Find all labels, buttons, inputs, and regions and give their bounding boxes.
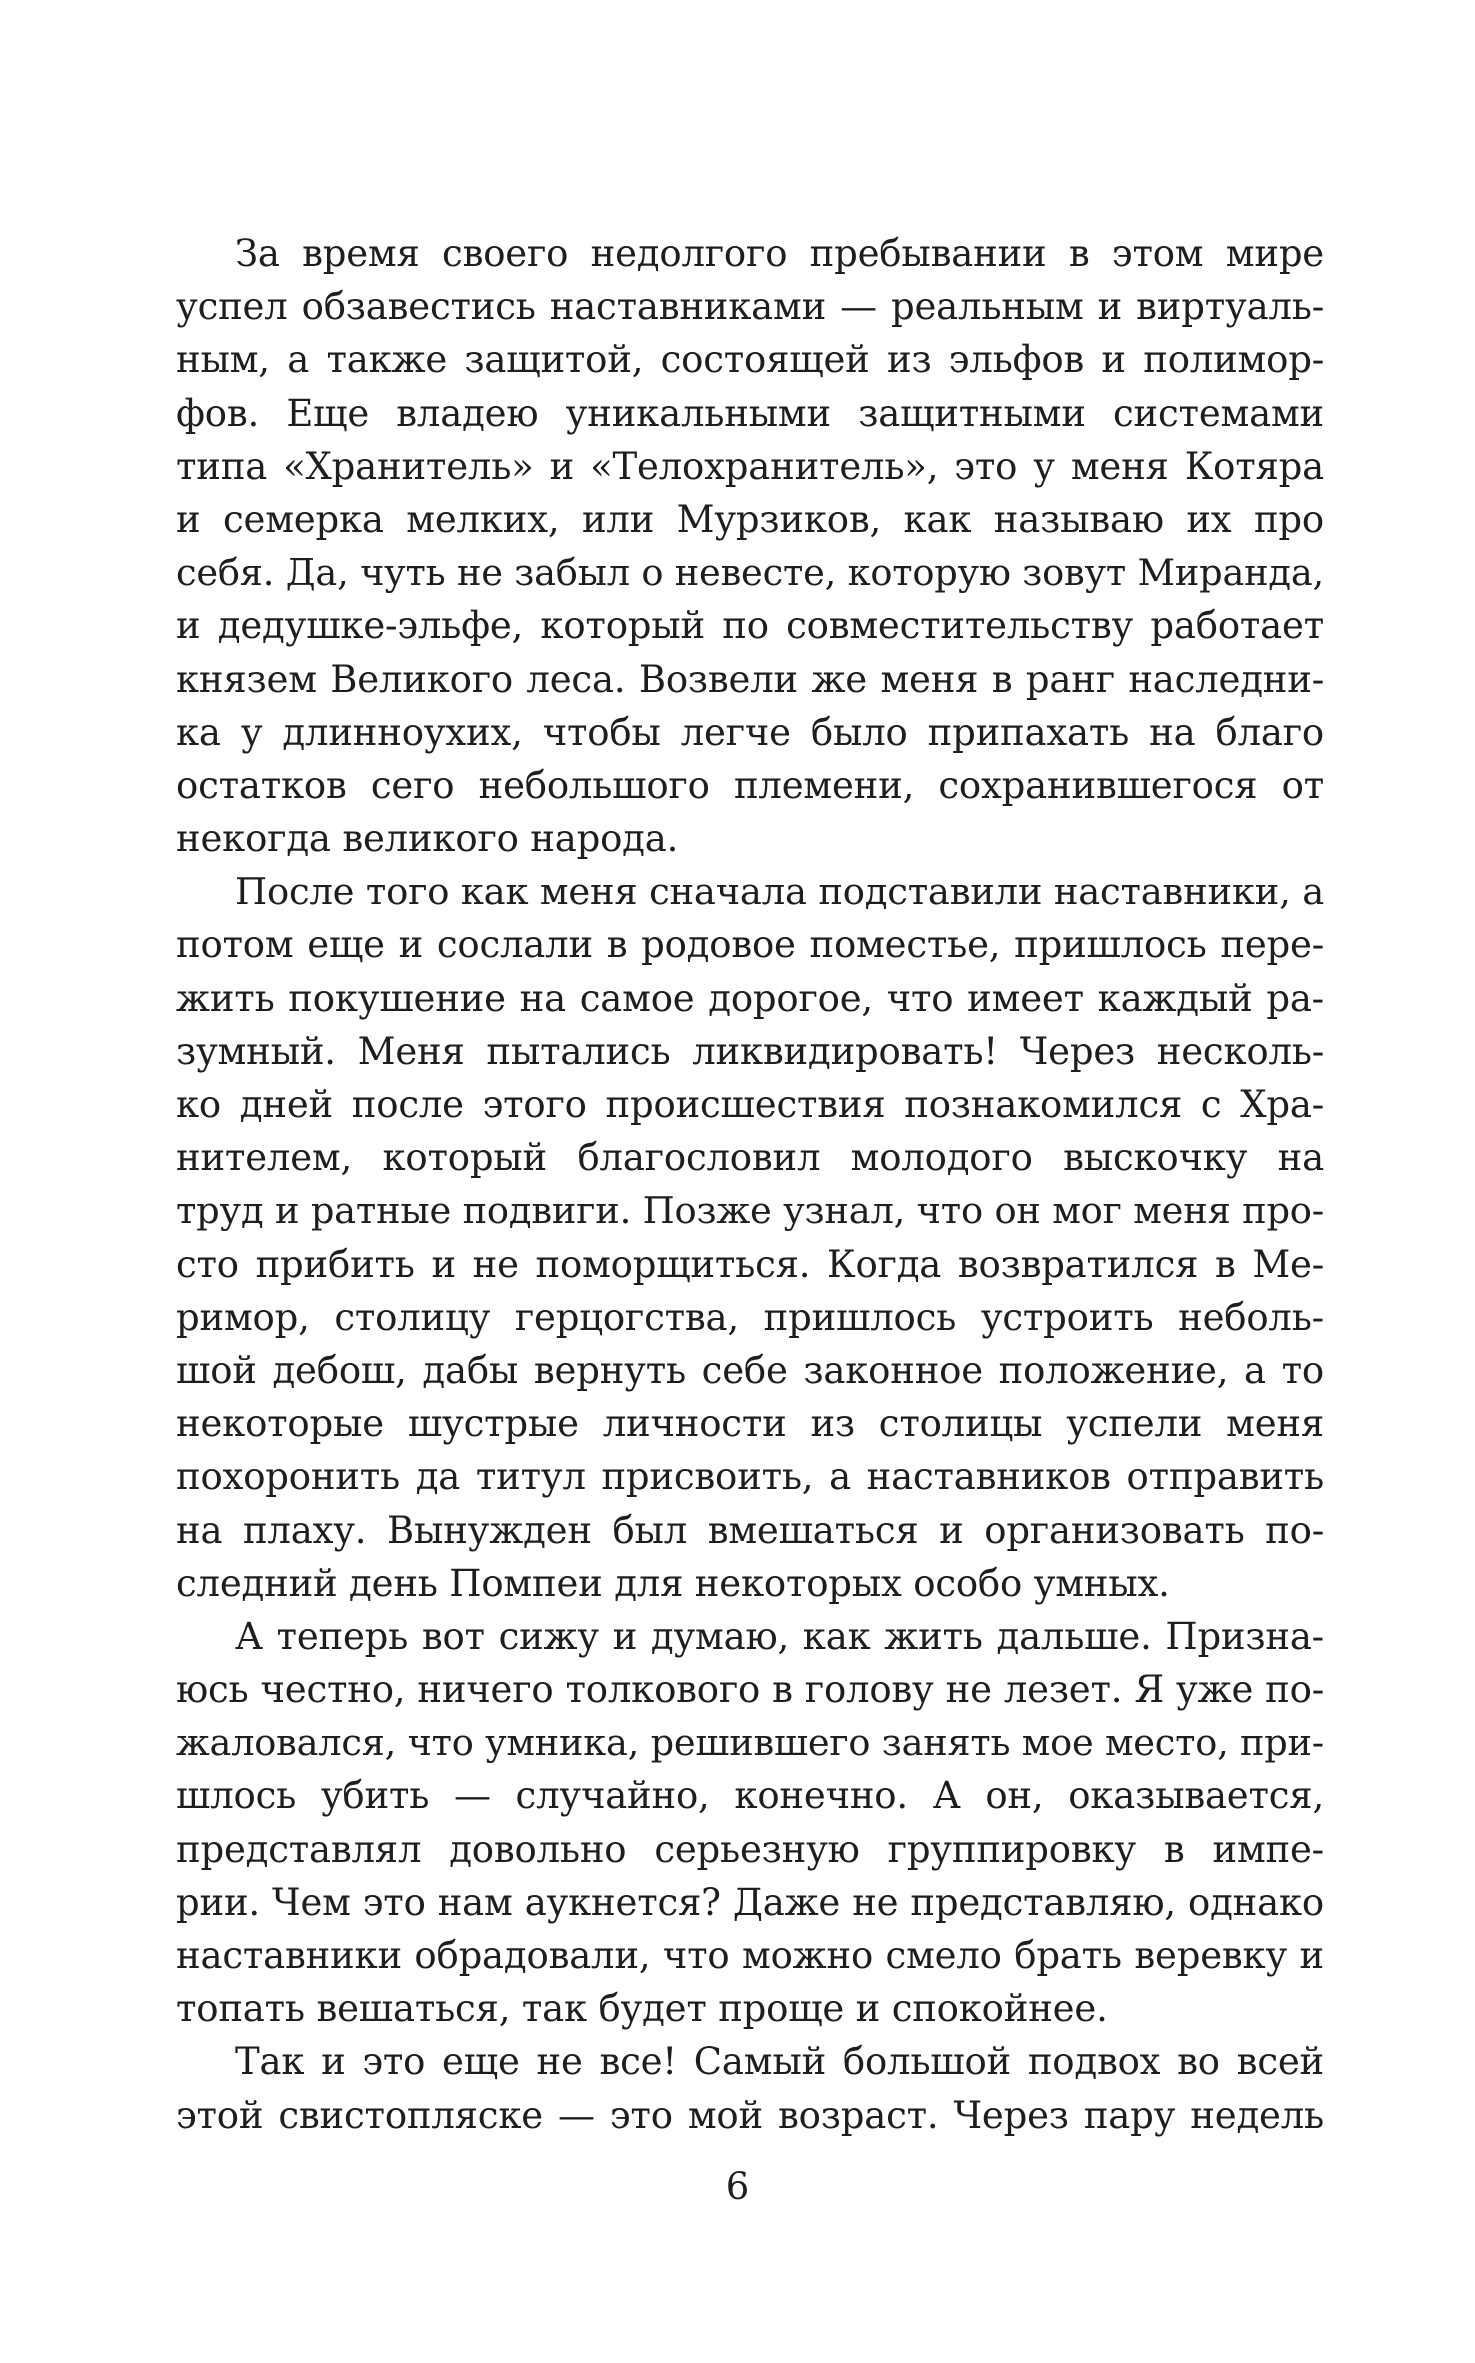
- text-line: некогда великого народа.: [176, 817, 679, 861]
- text-line: ка у длинноухих, чтобы легче было припахать на благо: [176, 710, 1324, 754]
- paragraph: [176, 227, 1324, 865]
- text-line: следний день Помпеи для некоторых особо умных.: [176, 1561, 1170, 1605]
- text-line: сто прибить и не поморщиться. Когда возвратился в Ме-: [176, 1242, 1324, 1286]
- text-line: За время своего недолгого пребывании в этом мире: [235, 232, 1324, 275]
- text-line: А теперь вот сижу и думаю, как жить дальше. Призна-: [235, 1614, 1324, 1658]
- text-line: шой дебош, дабы вернуть себе законное положение, а то: [176, 1348, 1324, 1392]
- text-line: жить покушение на самое дорогое, что имеет каждый ра-: [176, 976, 1324, 1020]
- paragraph: [176, 865, 1324, 1610]
- page-number: 6: [725, 2165, 750, 2208]
- text-line: и семерка мелких, или Мурзиков, как называю их про: [176, 497, 1324, 541]
- text-line: князем Великого леса. Возвели же меня в ранг наследни-: [176, 657, 1324, 701]
- text-line: жаловался, что умника, решившего занять мое место, при-: [176, 1721, 1324, 1765]
- text-line: фов. Еще владею уникальными защитными системами: [176, 391, 1324, 435]
- text-line: труд и ратные подвиги. Позже узнал, что он мог меня про-: [176, 1189, 1324, 1233]
- paragraph: [176, 1610, 1324, 2036]
- text-line: рии. Чем это нам аукнется? Даже не представляю, однако: [176, 1880, 1324, 1924]
- text-line: некоторые шустрые личности из столицы успели меня: [176, 1402, 1324, 1446]
- text-line: типа «Хранитель» и «Телохранитель», это у меня Котяра: [176, 444, 1324, 488]
- text-line: зумный. Меня пытались ликвидировать! Через несколь-: [176, 1029, 1324, 1073]
- text-line: этой свистопляске — это мой возраст. Через пару недель: [176, 2093, 1324, 2137]
- paragraph: [176, 2035, 1324, 2141]
- text-line: нителем, который благословил молодого выскочку на: [176, 1136, 1324, 1180]
- text-line: После того как меня сначала подставили наставники, а: [235, 870, 1324, 914]
- text-line: римор, столицу герцогства, пришлось устроить неболь-: [176, 1295, 1324, 1339]
- text-line: представлял довольно серьезную группировку в импе-: [176, 1827, 1324, 1871]
- text-line: похоронить да титул присвоить, а наставников отправить: [176, 1455, 1324, 1499]
- text-line: успел обзавестись наставниками — реальным и виртуаль-: [176, 285, 1324, 329]
- text-line: ным, а также защитой, состоящей из эльфов и полимор-: [176, 338, 1324, 382]
- text-line: и дедушке-эльфе, который по совместительству работает: [176, 604, 1324, 648]
- text-line: наставники обрадовали, что можно смело брать веревку и: [176, 1934, 1324, 1977]
- text-line: Так и это еще не все! Самый большой подвох во всей: [235, 2040, 1324, 2084]
- body-text: [176, 227, 1324, 2142]
- text-line: ко дней после этого происшествия познакомился с Хра-: [176, 1083, 1324, 1126]
- text-line: на плаху. Вынужден был вмешаться и организовать по-: [176, 1508, 1324, 1552]
- text-line: потом еще и сослали в родовое поместье, пришлось пере-: [176, 923, 1324, 967]
- text-line: юсь честно, ничего толкового в голову не лезет. Я уже по-: [176, 1668, 1324, 1712]
- text-line: топать вешаться, так будет проще и спокойнее.: [176, 1987, 1108, 2031]
- text-line: себя. Да, чуть не забыл о невесте, которую зовут Миранда,: [176, 551, 1324, 595]
- text-line: шлось убить — случайно, конечно. А он, оказывается,: [176, 1774, 1324, 1818]
- text-line: остатков сего небольшого племени, сохранившегося от: [176, 763, 1324, 807]
